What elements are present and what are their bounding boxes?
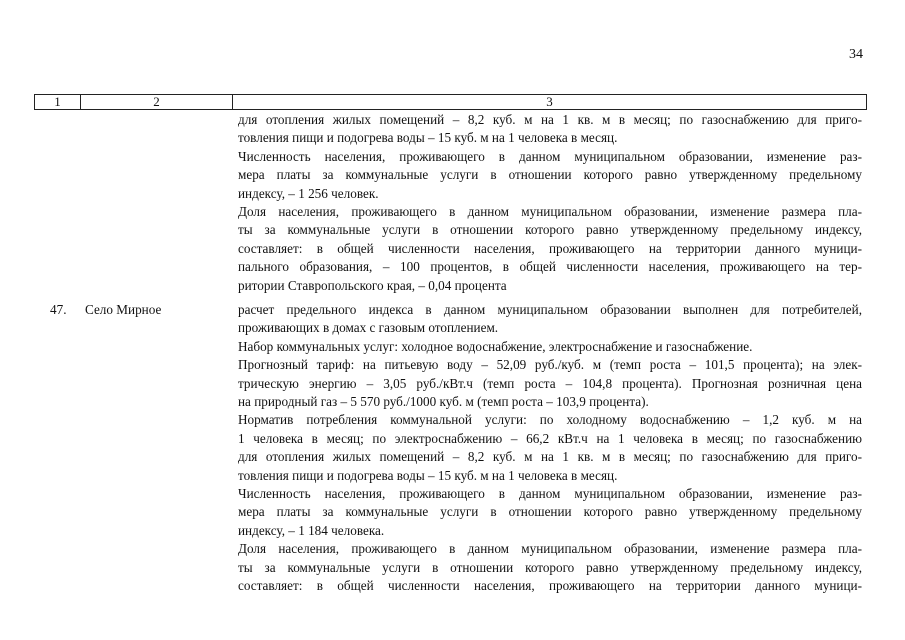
paragraph [238,485,862,540]
header-col-2: 2 [81,95,233,109]
text-line: на природный газ – 5 570 руб./1000 куб. м (темп роста – 103,9 процента). [238,394,649,410]
text-line: Норматив потребления коммунальной услуги: по холодному водоснабжению – 1,2 куб. м на [238,412,862,428]
text-line: индексу, – 1 256 человек. [238,185,379,201]
text-line: расчет предельного индекса в данном муниципальном образовании выполнен для потребителей, [238,302,862,317]
paragraph [238,111,862,148]
text-line: товления пищи и подогрева воды – 15 куб. м на 1 человека в месяц. [238,130,618,146]
text-line: мера платы за коммунальные услуги в отношении которого равно утвержденному предельному [238,167,862,183]
header-col-3: 3 [546,94,553,109]
row-number: 47. [50,302,67,317]
continuation-text [238,111,862,295]
text-line: Численность населения, проживающего в данном муниципальном образовании, изменение раз- [238,148,862,164]
header-col-1: 1 [35,95,81,109]
text-line: индексу, – 1 184 человека. [238,522,385,538]
text-line: для отопления жилых помещений – 8,2 куб. м на 1 кв. м в месяц; по газоснабжению для приго- [238,449,862,465]
text-line: Доля населения, проживающего в данном муниципальном образовании, изменение размера пла- [238,204,862,220]
table-header-row [34,94,867,110]
page-number: 34 [849,47,863,62]
paragraph [238,540,862,595]
text-line: пального образования, – 100 процентов, в общей численности населения, проживающего на тер- [238,259,862,275]
text-line: товления пищи и подогрева воды – 15 куб. м на 1 человека в месяц. [238,467,618,483]
text-line: ты за коммунальные услуги в отношении которого равно утвержденному предельному индексу, [238,222,862,238]
text-line: составляет: в общей численности населения, проживающего на территории данного муници- [238,240,862,256]
paragraph [238,148,862,203]
paragraph [238,411,862,485]
paragraph [238,301,862,338]
text-line: 1 человека в месяц; по электроснабжению – 66,2 кВт.ч на 1 человека в месяц; по газоснабжению [238,430,862,446]
text-line: для отопления жилых помещений – 8,2 куб. м на 1 кв. м в месяц; по газоснабжению для приго- [238,112,862,127]
text-line: трическую энергию – 3,05 руб./кВт.ч (темп роста – 104,8 процента). Прогнозная розничная цена [238,375,862,391]
text-line: Доля населения, проживающего в данном муниципальном образовании, изменение размера пла- [238,541,862,557]
paragraph [238,338,862,356]
municipality-name: Село Мирное [85,302,162,317]
paragraph [238,203,862,295]
text-line: ритории Ставропольского края, – 0,04 процента [238,277,507,293]
row-description [238,301,862,596]
text-line: мера платы за коммунальные услуги в отношении которого равно утвержденному предельному [238,504,862,520]
text-line: ты за коммунальные услуги в отношении которого равно утвержденному предельному индексу, [238,559,862,575]
text-line: проживающих в домах с газовым отоплением. [238,320,499,336]
text-line: Набор коммунальных услуг: холодное водоснабжение, электроснабжение и газоснабжение. [238,338,753,354]
text-line: составляет: в общей численности населения, проживающего на территории данного муници- [238,578,862,594]
text-line: Прогнозный тариф: на питьевую воду – 52,09 руб./куб. м (темп роста – 101,5 процента); на элек- [238,357,862,373]
paragraph [238,356,862,411]
text-line: Численность населения, проживающего в данном муниципальном образовании, изменение раз- [238,486,862,502]
